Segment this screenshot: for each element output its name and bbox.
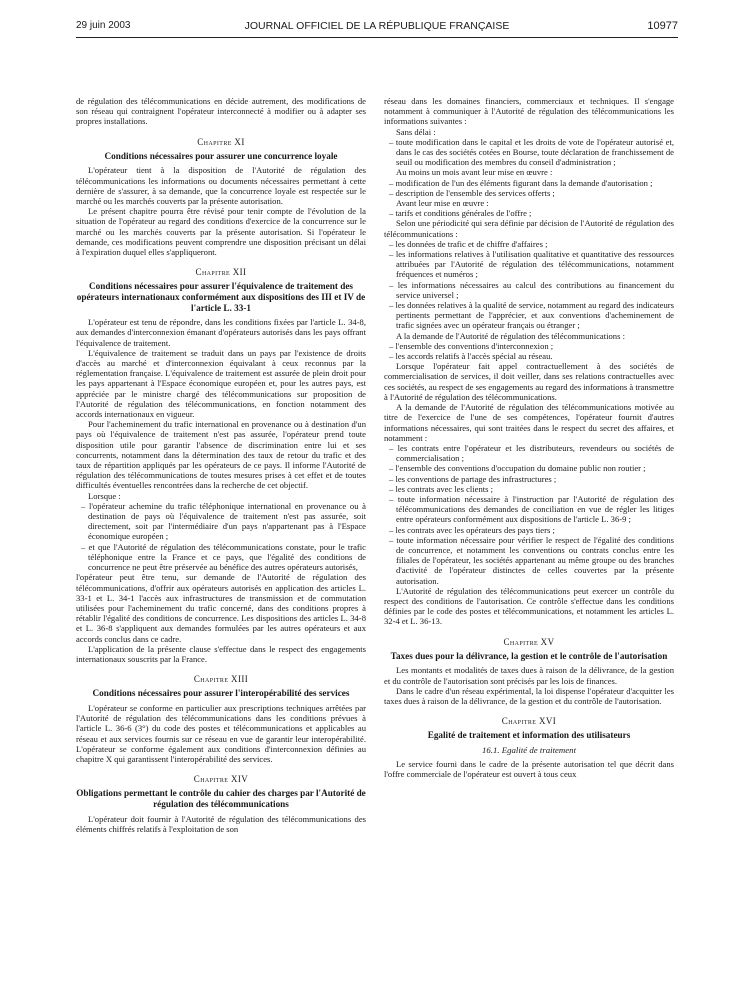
- list-item: – toute information nécessaire pour vérifier le respect de l'égalité des conditions de concurrence, et notamment les conventions ou contrats conclus entre les filiales de l'opérateur, les sociétés appartenant au même groupe ou des branches d'activité de l'opérateur distinctes de celles couvertes par la présente autorisation.: [384, 535, 674, 586]
- dash-list: [76, 501, 366, 572]
- dash-list: [384, 239, 674, 331]
- dash-list: [384, 137, 674, 168]
- dash-list: [384, 208, 674, 218]
- chapter-title: Conditions nécessaires pour assurer l'équivalence de traitement des opérateurs internationaux conformément aux dispositions des III et IV de l'article L. 33-1: [76, 281, 366, 313]
- chapter-heading: Chapitre XIV: [193, 774, 249, 785]
- list-item: – les contrats avec les opérateurs des pays tiers ;: [384, 525, 674, 535]
- list-intro: Au moins un mois avant leur mise en œuvre :: [396, 167, 553, 178]
- paragraph: A la demande de l'Autorité de régulation des télécommunications :: [396, 330, 625, 341]
- paragraph: de régulation des télécommunications en décide autrement, des modifications de son réseau qui contraignent l'opérateur interconnecté à modifier ou à adapter ses propres installations.: [76, 96, 366, 127]
- paragraph: L'opérateur est tenu de répondre, dans les conditions fixées par l'article L. 34-8, aux demandes d'interconnexion émanant d'opérateurs autorisés dans les pays offrant l'équivalence de traitement.: [76, 317, 366, 348]
- chapter-heading: Chapitre XII: [195, 267, 247, 278]
- paragraph: Les montants et modalités de taxes dues à raison de la délivrance, de la gestion et du contrôle de l'autorisation sont précisés par les lois de finances.: [384, 665, 674, 686]
- list-item: – les contrats entre l'opérateur et les distributeurs, revendeurs ou sociétés de commercialisation ;: [384, 443, 674, 463]
- chapter-title: Egalité de traitement et information des utilisateurs: [427, 730, 631, 741]
- chapter-heading: Chapitre XIII: [193, 674, 249, 685]
- list-item: – les données relatives à la qualité de service, notamment au regard des indicateurs pertinents permettant de l'apprécier, et aux conventions d'acheminement de trafic signées avec un opérateur français ou étranger ;: [384, 300, 674, 331]
- paragraph: Dans le cadre d'un réseau expérimental, la loi dispense l'opérateur d'acquitter les taxes dues à raison de la délivrance, de la gestion et du contrôle de l'autorisation.: [384, 685, 674, 706]
- list-intro: Sans délai :: [396, 126, 436, 137]
- paragraph: Selon une périodicité qui sera définie par décision de l'Autorité de régulation des télécommunications :: [384, 218, 674, 239]
- list-item: – les accords relatifs à l'accès spécial au réseau.: [384, 351, 674, 361]
- paragraph: l'opérateur peut être tenu, sur demande de l'Autorité de régulation des télécommunications, d'offrir aux opérateurs autorisés en application des articles L. 33-1 et L. 34-1 l'accès aux infrastructures de transmission et de commutation utilisées pour l'acheminement du trafic concerné, dans des conditions propres à rétablir l'égalité des conditions de concurrence. Les dispositions des articles L. 34-8 et L. 36-8 s'appliquent aux demandes formulées par les autres opérateurs et aux accords conclus dans ce cadre.: [76, 572, 366, 644]
- list-item: – description de l'ensemble des services offerts ;: [384, 188, 674, 198]
- page-number: 10977: [647, 20, 678, 32]
- list-item: – les données de trafic et de chiffre d'affaires ;: [384, 239, 674, 249]
- chapter-title: Conditions nécessaires pour assurer une concurrence loyale: [104, 150, 338, 161]
- left-column: [76, 96, 366, 834]
- list-intro: Avant leur mise en œuvre :: [396, 198, 489, 209]
- page-header: [76, 20, 678, 34]
- list-item: – les conventions de partage des infrastructures ;: [384, 474, 674, 484]
- list-item: – l'opérateur achemine du trafic téléphonique international en provenance ou à destination de pays où l'équivalence de traitement n'est pas assurée, soit directement, soit par l'intermédiaire d'un pays n'appartenant pas à l'Espace économique européen ;: [76, 501, 366, 542]
- list-item: – les informations relatives à l'utilisation qualitative et quantitative des ressources attribuées par l'Autorité de régulation des télécommunications, notamment fréquences et numéros ;: [384, 249, 674, 280]
- chapter-heading: Chapitre XV: [503, 636, 555, 647]
- dash-list: [384, 341, 674, 361]
- paragraph: Lorsque l'opérateur fait appel contractuellement à des sociétés de commercialisation de services, il doit veiller, dans ses relations contractuelles avec ces sociétés, au respect de ses engagements au regard des informations à transmettre à l'Autorité de régulation des télécommunications.: [384, 361, 674, 402]
- paragraph: L'opérateur se conforme en particulier aux prescriptions techniques arrêtées par l'Autorité de régulation des télécommunications dans les conditions prévues à l'article L. 36-6 (3°) du code des postes et télécommunications et applicables au réseau et aux services fournis sur ce réseau en vue de garantir leur interopérabilité. L'opérateur se conforme également aux conditions d'interconnexion définies au chapitre X qui garantissent l'interopérabilité des services.: [76, 702, 366, 764]
- journal-title: JOURNAL OFFICIEL DE LA RÉPUBLIQUE FRANÇAISE: [244, 20, 510, 32]
- section-subheading: 16.1. Egalité de traitement: [481, 744, 577, 755]
- paragraph: réseau dans les domaines financiers, commerciaux et techniques. Il s'engage notamment à communiquer à l'Autorité de régulation des télécommunications les informations suivantes :: [384, 96, 674, 127]
- chapter-title: Obligations permettant le contrôle du cahier des charges par l'Autorité de régulation des télécommunications: [76, 788, 366, 809]
- chapter-title: Taxes dues pour la délivrance, la gestion et le contrôle de l'autorisation: [390, 650, 668, 661]
- list-item: – les informations nécessaires au calcul des contributions au financement du service universel ;: [384, 280, 674, 300]
- list-item: – les contrats avec les clients ;: [384, 484, 674, 494]
- paragraph: Le service fourni dans le cadre de la présente autorisation tel que décrit dans l'offre commerciale de l'opérateur est ouvert à tous ceux: [384, 759, 674, 780]
- chapter-title: Conditions nécessaires pour assurer l'interopérabilité des services: [92, 688, 350, 699]
- list-item: – toute modification dans le capital et les droits de vote de l'opérateur autorisé et, dans le cas des sociétés cotées en Bourse, toute déclaration de franchissement de seuil ou modification des membres du conseil d'administration ;: [384, 137, 674, 168]
- paragraph: L'Autorité de régulation des télécommunications peut exercer un contrôle du respect des conditions de l'autorisation. Ce contrôle s'effectue dans les conditions définies par le code des postes et télécommunications, et notamment les articles L. 32-4 et L. 36-13.: [384, 585, 674, 627]
- list-item: – l'ensemble des conventions d'interconnexion ;: [384, 341, 674, 351]
- dash-list: [384, 178, 674, 198]
- paragraph: L'opérateur tient à la disposition de l'Autorité de régulation des télécommunications les informations ou documents nécessaires permettant à cette dernière de s'assurer, à sa demande, que la concurrence loyale est respectée sur le marché ou les marchés couverts par la présente autorisation.: [76, 165, 366, 207]
- list-item: – tarifs et conditions générales de l'offre ;: [384, 208, 674, 218]
- dash-list: [384, 443, 674, 586]
- chapter-heading: Chapitre XVI: [501, 716, 557, 727]
- paragraph: A la demande de l'Autorité de régulation des télécommunications motivée au titre de l'exercice de l'une de ses compétences, l'opérateur fournit d'autres informations nécessaires, qui sont traitées dans le respect du secret des affaires, et notamment :: [384, 402, 674, 443]
- list-item: – modification de l'un des éléments figurant dans la demande d'autorisation ;: [384, 178, 674, 188]
- paragraph: L'opérateur doit fournir à l'Autorité de régulation des télécommunications des éléments chiffrés relatifs à l'exploitation de son: [76, 813, 366, 834]
- list-item: – toute information nécessaire à l'instruction par l'Autorité de régulation des télécommunications des demandes de conciliation en vue de régler les litiges entre opérateurs conformément aux dispositions de l'article L. 36-9 ;: [384, 494, 674, 525]
- chapter-heading: Chapitre XI: [197, 136, 245, 147]
- list-item: – et que l'Autorité de régulation des télécommunications constate, pour le trafic téléphonique entre la France et ce pays, que l'égalité des conditions de concurrence ne peut être préservée au bénéfice des autres opérateurs autorisés,: [76, 542, 366, 573]
- right-column: [384, 96, 674, 780]
- header-rule: [76, 37, 678, 38]
- list-item: – l'ensemble des conventions d'occupation du domaine public non routier ;: [384, 463, 674, 473]
- paragraph: L'application de la présente clause s'effectue dans le respect des engagements internationaux souscrits par la France.: [76, 643, 366, 664]
- paragraph: Pour l'acheminement du trafic international en provenance ou à destination d'un pays où l'équivalence de traitement n'est pas assurée, l'opérateur prend toute disposition utile pour garantir l'absence de discrimination entre lui et ses concurrents, notamment dans la détermination des taux de retour du trafic et des taux de répartition appliqués par les opérateurs de ce pays. Il informe l'Autorité de régulation des télécommunications de toutes mesures prises à cet effet et de toutes difficultés éventuelles rencontrées dans la recherche de cet objectif.: [76, 419, 366, 491]
- paragraph: Le présent chapitre pourra être révisé pour tenir compte de l'évolution de la situation de l'opérateur au regard des conditions d'exercice de la concurrence sur le marché ou les marchés couverts par la présente autorisation. Si l'opérateur le demande, ces modifications peuvent comprendre une disposition précisant un délai à l'expiration duquel elles s'appliqueront.: [76, 206, 366, 258]
- list-intro: Lorsque :: [88, 490, 121, 501]
- paragraph: L'équivalence de traitement se traduit dans un pays par l'existence de droits d'accès au marché et d'interconnexion équivalant à ceux reconnus par la réglementation française. L'équivalence de traitement est assurée de plein droit pour les pays appartenant à l'Espace économique européen et, pour les autres pays, est appréciée par le ministre chargé des télécommunications sur proposition de l'Autorité de régulation des télécommunications, en fonction notamment des accords internationaux en vigueur.: [76, 347, 366, 420]
- issue-date: 29 juin 2003: [76, 20, 131, 31]
